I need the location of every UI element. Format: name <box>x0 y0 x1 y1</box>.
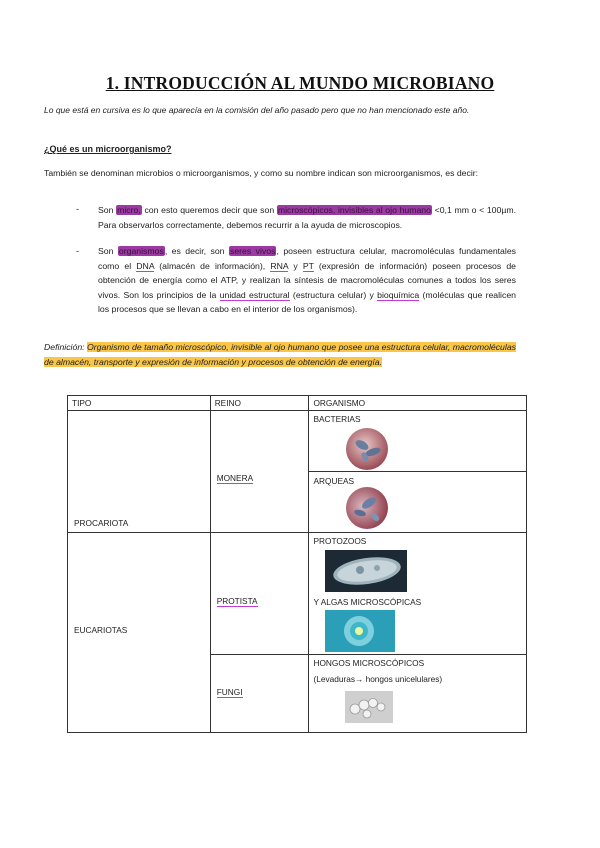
highlight-organismos: organismos <box>118 246 164 256</box>
text-run: (expresión de información) poseen procesos de obtención de energía como el ATP, y realizan la síntesis de macromoléculas comunes a todos los seres vivos. Son los principios de la <box>98 260 517 300</box>
highlight-seres-vivos: seres vivos <box>229 246 276 256</box>
text-run: y <box>288 260 303 271</box>
type-eucariotas: EUCARIOTAS <box>74 625 128 635</box>
protozoa-image <box>325 550 407 592</box>
definition-label: Definición: <box>44 342 85 352</box>
header-label: REINO <box>214 398 241 408</box>
underline-dna: DNA <box>136 260 155 271</box>
text-run: , poseen estructura celular, macromoléculas fundamentales como el <box>98 246 516 271</box>
cell-monera <box>210 411 309 533</box>
text-run: (almacén de información), <box>154 260 271 271</box>
cell-eucariotas <box>68 533 211 733</box>
cell-protista <box>210 533 309 655</box>
type-procariota: PROCARIOTA <box>74 518 129 528</box>
text-run: Son <box>98 246 118 256</box>
text-run: <0,1 mm o < 100µm. Para observarlos correctamente, debemos recurrir a la ayuda de microscopios. <box>98 205 516 230</box>
classification-table <box>67 395 527 733</box>
text-run: , es decir, son <box>164 246 229 256</box>
header-label: TIPO <box>72 398 92 408</box>
organism-protozoos: PROTOZOOS <box>313 536 367 546</box>
cell-arqueas <box>309 472 527 533</box>
bullet-dash: - <box>76 246 79 256</box>
definition <box>44 340 516 370</box>
header-reino <box>210 396 309 411</box>
highlight-micro: micro, <box>117 205 141 215</box>
kingdom-monera: MONERA <box>216 473 254 483</box>
cell-fungi <box>210 655 309 733</box>
organism-hongos: HONGOS MICROSCÓPICOS <box>313 658 425 668</box>
highlight-microscopicos: microscópicos, invisibles al ojo humano <box>277 205 431 215</box>
header-label: ORGANISMO <box>313 398 366 408</box>
bullet-organismos <box>98 244 516 317</box>
cell-bacterias <box>309 411 527 472</box>
underline-rna: RNA <box>270 260 289 271</box>
organism-arqueas: ARQUEAS <box>313 476 355 486</box>
bacteria-image <box>345 427 389 471</box>
header-tipo <box>68 396 211 411</box>
kingdom-fungi: FUNGI <box>216 687 243 697</box>
archaea-image <box>345 486 389 530</box>
text-run: Son <box>98 205 117 215</box>
underline-unidad-estructural: unidad estructural <box>219 289 290 300</box>
organism-bacterias: BACTERIAS <box>313 414 361 424</box>
algae-image <box>325 610 395 652</box>
text-run: con esto queremos decir que son <box>141 205 277 215</box>
cell-hongos <box>309 655 527 733</box>
text-run: (moléculas que realicen los procesos que se llevan a cabo en el interior de los organismos). <box>98 289 516 314</box>
organism-algas: Y ALGAS MICROSCÓPICAS <box>313 597 422 607</box>
header-organismo <box>309 396 527 411</box>
organism-levaduras: (Levaduras→ hongos unicelulares) <box>313 674 443 684</box>
bullet-micro <box>98 203 516 232</box>
intro-paragraph: También se denominan microbios o microorganismos, y como su nombre indican son microorganismos, es decir: <box>44 168 479 178</box>
underline-bioquimica: bioquímica <box>377 289 420 300</box>
yeast-image <box>345 691 393 723</box>
kingdom-protista: PROTISTA <box>216 596 258 606</box>
cell-protozoos <box>309 533 527 655</box>
definition-text: Organismo de tamaño microscópico, invisible al ojo humano que posee una estructura celular, macromoléculas de almacén, transporte y expresión de información y procesos de obtención de energía. <box>44 342 516 367</box>
page-title: 1. INTRODUCCIÓN AL MUNDO MICROBIANO <box>105 73 495 93</box>
cell-procariota <box>68 411 211 533</box>
section-question: ¿Qué es un microorganismo? <box>44 144 172 154</box>
italic-note: Lo que está en cursiva es lo que aparecía en la comisión del año pasado pero que no han mencionado este año. <box>44 105 470 115</box>
underline-pt: PT <box>302 260 314 271</box>
bullet-dash: - <box>76 204 79 214</box>
text-run: (estructura celular) y <box>289 289 378 300</box>
